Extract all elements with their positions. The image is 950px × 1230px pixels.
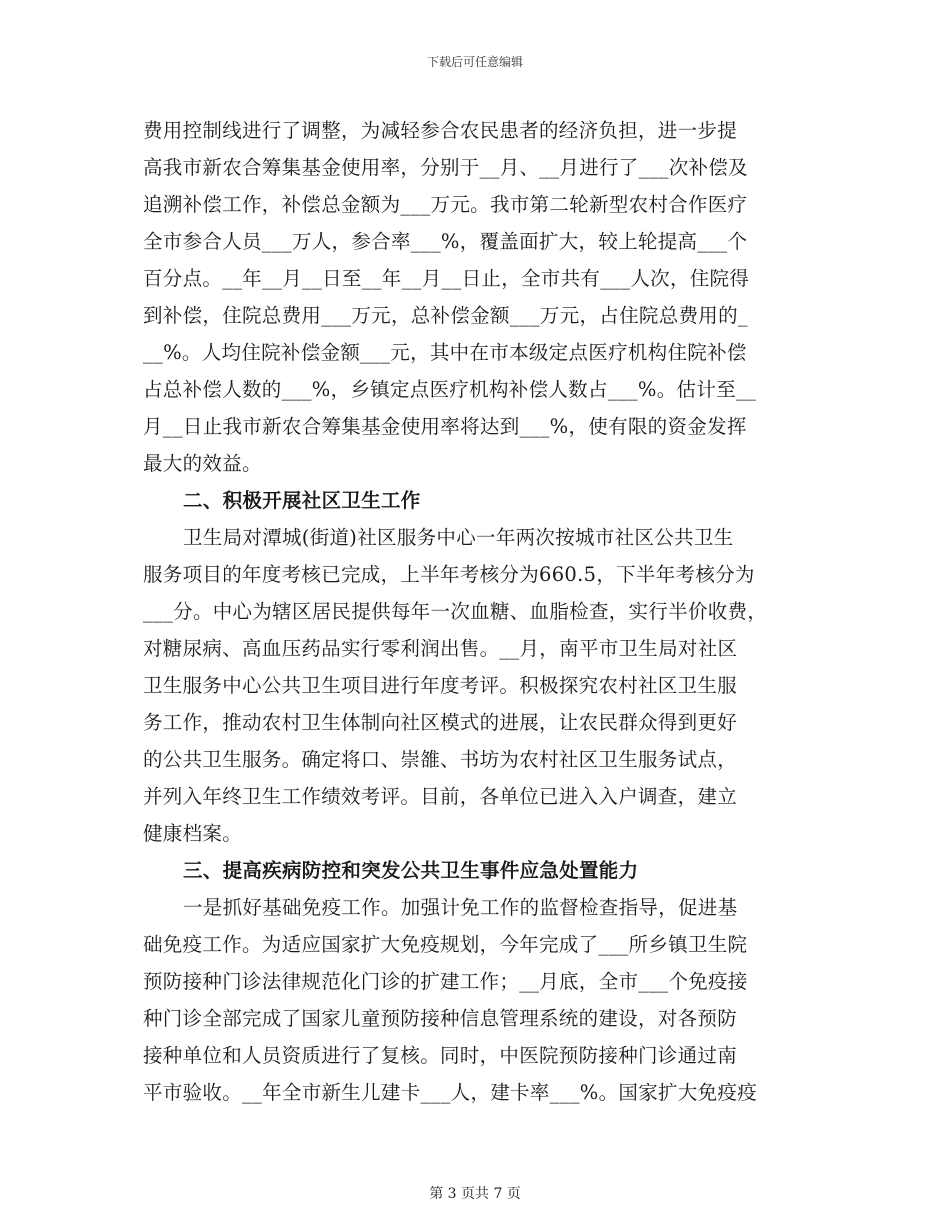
text-line: 并列入年终卫生工作绩效考评。目前，各单位已进入入户调查，建立 [143, 785, 738, 808]
paragraph-2 [143, 519, 823, 852]
document-body [143, 112, 823, 1111]
text-line: 础免疫工作。为适应国家扩大免疫规划，今年完成了___所乡镇卫生院 [143, 933, 748, 956]
text-line: 的公共卫生服务。确定将口、崇雒、书坊为农村社区卫生服务试点， [143, 748, 738, 771]
paragraph-1 [143, 112, 823, 482]
text-line: 健康档案。 [143, 822, 243, 845]
text-line: 占总补偿人数的___%，乡镇定点医疗机构补偿人数占___%。估计至__ [143, 378, 757, 401]
text-line: 费用控制线进行了调整，为减轻参合农民患者的经济负担，进一步提 [143, 119, 738, 142]
text-line: 一是抓好基础免疫工作。加强计免工作的监督检查指导，促进基 [183, 896, 738, 919]
text-line: __%。人均住院补偿金额___元，其中在市本级定点医疗机构住院补偿 [143, 341, 747, 364]
text-line: 月__日止我市新农合筹集基金使用率将达到___%，使有限的资金发挥 [143, 415, 747, 438]
text-line: ___分。中心为辖区居民提供每年一次血糖、血脂检查，实行半价收费， [143, 600, 768, 623]
page-footer: 第 3 页共 7 页 [429, 1186, 521, 1202]
text-line: 种门诊全部完成了国家儿童预防接种信息管理系统的建设，对各预防 [143, 1007, 738, 1030]
text-line: 最大的效益。 [143, 452, 262, 475]
text-line: 百分点。__年__月__日至__年__月__日止，全市共有___人次，住院得 [143, 267, 750, 290]
text-line: 接种单位和人员资质进行了复核。同时，中医院预防接种门诊通过南 [143, 1044, 738, 1067]
text-line: 服务项目的年度考核已完成，上半年考核分为660.5，下半年考核分为 [143, 563, 755, 586]
section-heading-2: 二、积极开展社区卫生工作 [183, 489, 421, 512]
page-header: 下载后可任意编辑 [426, 55, 523, 69]
text-line: 高我市新农合筹集基金使用率，分别于__月、__月进行了___次补偿及 [143, 156, 748, 179]
text-line: 全市参合人员___万人，参合率___%，覆盖面扩大，较上轮提高___个 [143, 230, 748, 253]
text-line: 到补偿，住院总费用___万元，总补偿金额___万元，占住院总费用的_ [143, 304, 748, 327]
section-heading-3: 三、提高疾病防控和突发公共卫生事件应急处置能力 [183, 859, 639, 882]
text-line: 对糖尿病、高血压药品实行零利润出售。__月，南平市卫生局对社区 [143, 637, 738, 660]
text-line: 追溯补偿工作，补偿总金额为___万元。我市第二轮新型农村合作医疗 [143, 193, 748, 216]
paragraph-3 [143, 889, 823, 1111]
text-line: 平市验收。__年全市新生儿建卡___人，建卡率___%。国家扩大免疫疫 [143, 1081, 758, 1104]
text-line: 卫生服务中心公共卫生项目进行年度考评。积极探究农村社区卫生服 [143, 674, 738, 697]
text-line: 预防接种门诊法律规范化门诊的扩建工作；__月底，全市___个免疫接 [143, 970, 748, 993]
text-line: 卫生局对潭城(街道)社区服务中心一年两次按城市社区公共卫生 [183, 526, 734, 549]
text-line: 务工作，推动农村卫生体制向社区模式的进展，让农民群众得到更好 [143, 711, 738, 734]
